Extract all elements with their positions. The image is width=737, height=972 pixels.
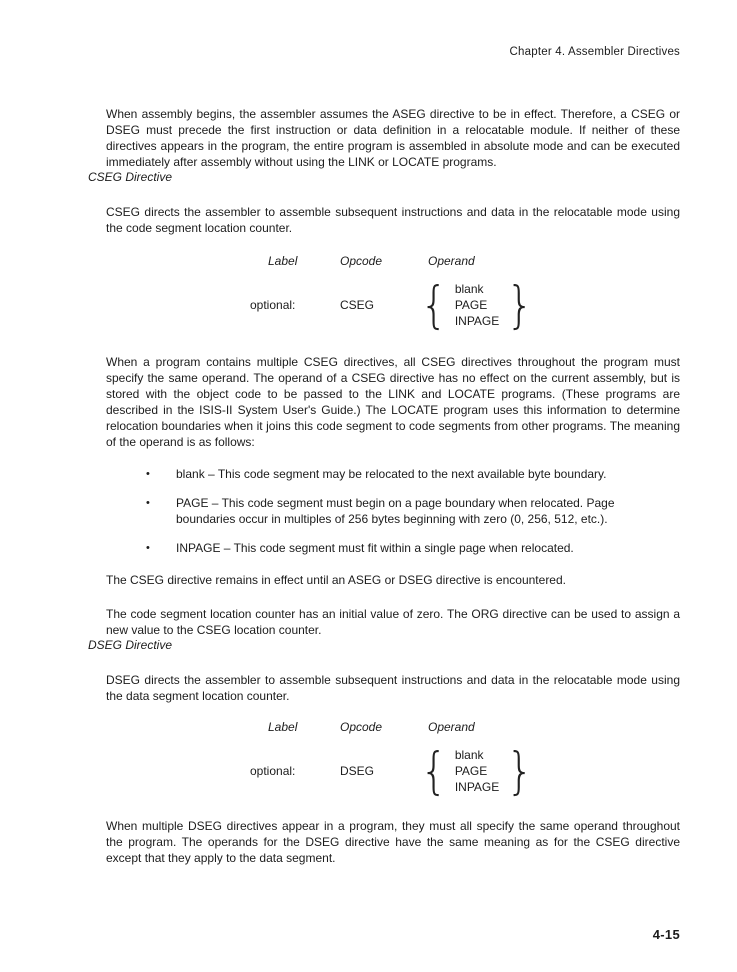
operand-option: PAGE: [454, 764, 488, 778]
section-heading-cseg: CSEG Directive: [88, 170, 173, 184]
syntax-table-header: [268, 720, 680, 734]
left-brace-icon: {: [420, 742, 448, 800]
column-header-operand: Operand: [428, 720, 475, 734]
list-item-text: PAGE – This code segment must begin on a page boundary when relocated. Page boundaries occur in multiples of 256 bytes beginning with zero (0, 256, 512, etc.).: [176, 496, 615, 526]
label-cell: optional:: [250, 764, 296, 778]
operand-option: INPAGE: [454, 314, 500, 328]
list-item: [146, 540, 680, 556]
operand-option: blank: [454, 282, 484, 296]
right-brace-icon: }: [506, 276, 534, 334]
operand-options: [450, 281, 504, 329]
opcode-cell: CSEG: [340, 298, 375, 312]
syntax-table-header: [268, 254, 680, 268]
bullet-icon: •: [146, 468, 150, 480]
left-brace-icon: {: [420, 276, 448, 334]
operand-options-group: [418, 742, 536, 800]
column-header-label: Label: [268, 254, 298, 268]
list-item-text: INPAGE – This code segment must fit within a single page when relocated.: [176, 541, 574, 555]
section-heading-dseg: DSEG Directive: [88, 638, 173, 652]
right-brace-icon: }: [506, 742, 534, 800]
running-head: Chapter 4. Assembler Directives: [509, 46, 680, 58]
cseg-description: CSEG directs the assembler to assemble subsequent instructions and data in the relocatable mode using the code segment location counter.: [106, 205, 680, 235]
list-item-text: blank – This code segment may be relocated to the next available byte boundary.: [176, 467, 607, 481]
column-header-opcode: Opcode: [340, 254, 383, 268]
cseg-remains-paragraph: The CSEG directive remains in effect until an ASEG or DSEG directive is encountered.: [106, 573, 566, 587]
operand-meaning-list: [88, 466, 680, 556]
bullet-icon: •: [146, 497, 150, 509]
column-header-opcode: Opcode: [340, 720, 383, 734]
syntax-table-row: [250, 276, 680, 334]
operand-options: [450, 747, 504, 795]
intro-paragraph: When assembly begins, the assembler assumes the ASEG directive to be in effect. Therefore, a CSEG or DSEG must precede the first instruction or data definition in a relocatable module. If neither of these directives appears in the program, the entire program is assembled in absolute mode and can be executed immediately after assembly without using the LINK or LOCATE programs.: [106, 107, 680, 169]
list-item: [146, 495, 680, 527]
cseg-syntax-table: [88, 254, 680, 334]
cseg-operand-paragraph: When a program contains multiple CSEG directives, all CSEG directives throughout the program must specify the same operand. The operand of a CSEG directive has no effect on the current assembly, but is stored with the object code to be passed to the LINK and LOCATE programs. (These programs are described in the ISIS-II System User's Guide.) The LOCATE program uses this information to determine relocation boundaries when it joins this code segment to code segments from other programs. The meaning of the operand is as follows:: [106, 355, 680, 449]
dseg-syntax-table: [88, 720, 680, 800]
dseg-description: DSEG directs the assembler to assemble subsequent instructions and data in the relocatable mode using the data segment location counter.: [106, 673, 680, 703]
syntax-table-row: [250, 742, 680, 800]
operand-options-group: [418, 276, 536, 334]
column-header-label: Label: [268, 720, 298, 734]
bullet-icon: •: [146, 542, 150, 554]
page-number: 4-15: [652, 927, 680, 942]
cseg-counter-paragraph: The code segment location counter has an initial value of zero. The ORG directive can be used to assign a new value to the CSEG location counter.: [106, 607, 680, 637]
label-cell: optional:: [250, 298, 296, 312]
list-item: [146, 466, 680, 482]
column-header-operand: Operand: [428, 254, 475, 268]
operand-option: blank: [454, 748, 484, 762]
operand-option: INPAGE: [454, 780, 500, 794]
opcode-cell: DSEG: [340, 764, 375, 778]
dseg-operand-paragraph: When multiple DSEG directives appear in a program, they must all specify the same operand throughout the program. The operands for the DSEG directive have the same meaning as for the CSEG directive except that they apply to the data segment.: [106, 819, 680, 865]
operand-option: PAGE: [454, 298, 488, 312]
